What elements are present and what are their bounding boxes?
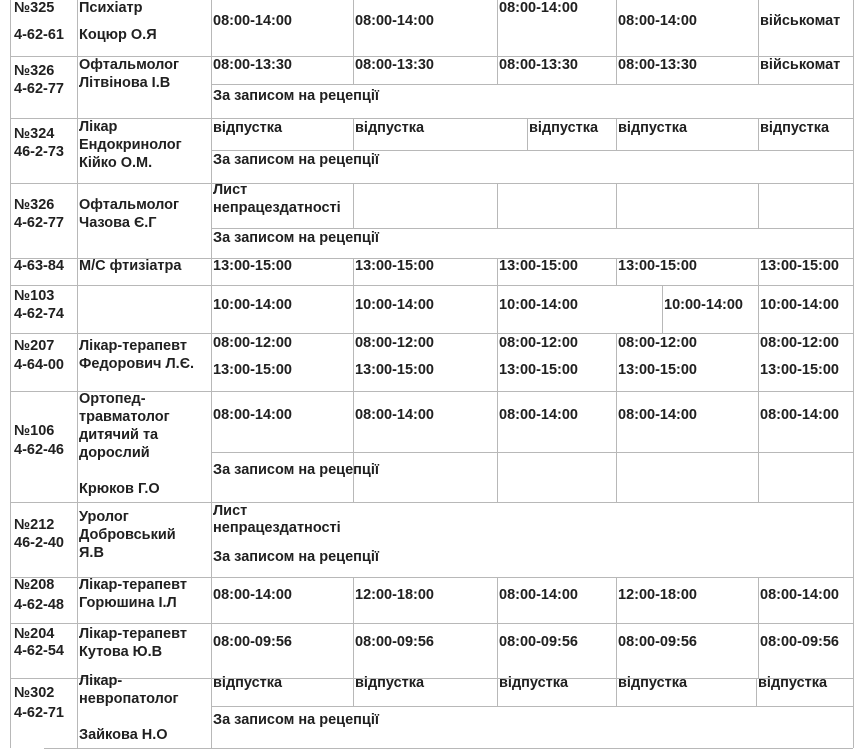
doctor-info: Коцюр О.Я <box>79 27 157 43</box>
schedule-cell: 13:00-15:00 <box>618 362 697 378</box>
room-number: №106 <box>14 423 55 439</box>
schedule-cell: 08:00-14:00 <box>618 407 697 423</box>
table-column-border <box>497 0 498 56</box>
schedule-cell: відпустка <box>499 675 569 691</box>
table-column-border <box>353 623 354 678</box>
schedule-cell: 08:00-09:56 <box>760 634 839 650</box>
table-column-border <box>353 577 354 623</box>
table-row-border <box>10 183 853 184</box>
doctor-info: Зайкова Н.О <box>79 727 168 743</box>
doctor-info: Лікар- <box>79 673 123 689</box>
doctor-info: Добровський <box>79 527 176 543</box>
table-column-border <box>853 0 854 748</box>
table-column-border <box>616 391 617 502</box>
table-column-border <box>616 0 617 56</box>
table-column-border <box>211 0 212 748</box>
table-column-border <box>353 678 354 706</box>
schedule-cell: відпустка <box>213 675 283 691</box>
schedule-cell: 08:00-14:00 <box>499 407 578 423</box>
table-column-border <box>353 333 354 391</box>
table-column-border <box>527 118 528 150</box>
phone-number: 4-62-71 <box>14 705 64 721</box>
schedule-cell: 08:00-09:56 <box>213 634 292 650</box>
schedule-cell: 08:00-12:00 <box>760 335 839 351</box>
table-column-border <box>353 285 354 333</box>
table-column-border <box>758 577 759 623</box>
reception-note: За записом на рецепції <box>213 88 379 104</box>
table-column-border <box>758 258 759 285</box>
doctor-info: М/С фтизіатра <box>79 258 182 274</box>
table-row-border <box>10 333 853 334</box>
phone-number: 4-62-77 <box>14 81 64 97</box>
schedule-cell: 10:00-14:00 <box>355 297 434 313</box>
schedule-cell: 10:00-14:00 <box>664 297 743 313</box>
schedule-cell: 08:00-12:00 <box>355 335 434 351</box>
schedule-cell: відпустка <box>758 675 828 691</box>
schedule-cell: відпустка <box>618 120 688 136</box>
table-column-border <box>758 333 759 391</box>
schedule-cell: 08:00-09:56 <box>355 634 434 650</box>
table-column-border <box>616 118 617 150</box>
schedule-cell: непрацездатності <box>213 200 341 216</box>
table-column-border <box>756 678 757 706</box>
table-row-border <box>10 623 853 624</box>
table-column-border <box>758 623 759 678</box>
room-number: №208 <box>14 577 55 593</box>
doctor-info: Лікар-терапевт <box>79 338 187 354</box>
table-row-border <box>10 678 853 679</box>
doctor-info: невропатолог <box>79 691 179 707</box>
schedule-cell: 13:00-15:00 <box>213 258 292 274</box>
table-column-border <box>353 0 354 56</box>
schedule-cell: 08:00-12:00 <box>213 335 292 351</box>
doctor-info: Крюков Г.О <box>79 481 160 497</box>
phone-number: 46-2-40 <box>14 535 64 551</box>
table-column-border <box>616 258 617 285</box>
schedule-cell: 08:00-13:30 <box>618 57 697 73</box>
room-number: №103 <box>14 288 55 304</box>
table-column-border <box>497 577 498 623</box>
table-column-border <box>497 56 498 84</box>
schedule-cell: 08:00-09:56 <box>618 634 697 650</box>
table-column-border <box>77 0 78 748</box>
reception-note: За записом на рецепції <box>213 230 379 246</box>
table-row-border <box>211 150 853 151</box>
table-column-border <box>758 183 759 228</box>
doctor-info: Лікар <box>79 119 118 135</box>
schedule-cell: 13:00-15:00 <box>213 362 292 378</box>
table-column-border <box>758 56 759 84</box>
phone-number: 4-62-61 <box>14 27 64 43</box>
schedule-cell: 10:00-14:00 <box>213 297 292 313</box>
table-row-border <box>211 452 853 453</box>
table-column-border <box>497 285 498 333</box>
doctor-info: Літвінова І.В <box>79 75 171 91</box>
table-column-border <box>616 577 617 623</box>
schedule-cell: 13:00-15:00 <box>499 258 578 274</box>
doctor-info: Офтальмолог <box>79 197 180 213</box>
doctor-info: Горюшина І.Л <box>79 595 177 611</box>
schedule-cell: 08:00-13:30 <box>355 57 434 73</box>
schedule-cell: 08:00-14:00 <box>213 587 292 603</box>
phone-number: 46-2-73 <box>14 144 64 160</box>
doctor-info: Психіатр <box>79 0 143 16</box>
schedule-cell: 13:00-15:00 <box>760 258 839 274</box>
schedule-cell: непрацездатності <box>213 520 341 536</box>
table-column-border <box>497 391 498 502</box>
table-column-border <box>662 285 663 333</box>
doctor-info: Лікар-терапевт <box>79 626 187 642</box>
phone-number: 4-62-46 <box>14 442 64 458</box>
table-column-border <box>497 183 498 228</box>
reception-note: За записом на рецепції <box>213 549 379 565</box>
schedule-cell: 08:00-14:00 <box>355 13 434 29</box>
doctor-info: дитячий та <box>79 427 159 443</box>
phone-number: 4-63-84 <box>14 258 64 274</box>
table-column-border <box>353 391 354 502</box>
doctor-info: Ортопед- <box>79 391 146 407</box>
schedule-cell: 08:00-13:30 <box>499 57 578 73</box>
schedule-cell: 08:00-14:00 <box>499 587 578 603</box>
table-column-border <box>353 258 354 285</box>
doctor-info: травматолог <box>79 409 170 425</box>
schedule-cell: Лист <box>213 503 248 519</box>
schedule-cell: 08:00-14:00 <box>618 13 697 29</box>
room-number: №325 <box>14 0 55 16</box>
schedule-cell: 08:00-12:00 <box>618 335 697 351</box>
schedule-cell: 10:00-14:00 <box>499 297 578 313</box>
reception-note: За записом на рецепції <box>213 152 379 168</box>
phone-number: 4-62-48 <box>14 597 64 613</box>
schedule-cell: 08:00-14:00 <box>499 0 578 16</box>
schedule-cell: 08:00-12:00 <box>499 335 578 351</box>
schedule-cell: 13:00-15:00 <box>355 258 434 274</box>
schedule-cell: 12:00-18:00 <box>618 587 697 603</box>
schedule-cell: 13:00-15:00 <box>355 362 434 378</box>
doctor-info: Я.В <box>79 545 104 561</box>
schedule-cell: відпустка <box>760 120 830 136</box>
doctor-info: Лікар-терапевт <box>79 577 187 593</box>
schedule-cell: 13:00-15:00 <box>760 362 839 378</box>
table-column-border <box>353 118 354 150</box>
schedule-cell: 13:00-15:00 <box>618 258 697 274</box>
table-row-border <box>211 706 853 707</box>
schedule-cell: відпустка <box>529 120 599 136</box>
schedule-cell: 08:00-14:00 <box>213 13 292 29</box>
room-number: №204 <box>14 626 55 642</box>
table-column-border <box>616 333 617 391</box>
table-column-border <box>616 678 617 706</box>
schedule-cell: відпустка <box>355 120 425 136</box>
phone-number: 4-62-74 <box>14 306 64 322</box>
doctor-info: Кійко О.М. <box>79 155 153 171</box>
schedule-cell: 08:00-09:56 <box>499 634 578 650</box>
reception-note: За записом на рецепції <box>213 462 379 478</box>
room-number: №207 <box>14 338 55 354</box>
doctor-info: Офтальмолог <box>79 57 180 73</box>
doctor-info: Кутова Ю.В <box>79 644 163 660</box>
phone-number: 4-62-77 <box>14 215 64 231</box>
doctor-info: Чазова Є.Г <box>79 215 157 231</box>
doctor-info: Ендокринолог <box>79 137 182 153</box>
table-column-border <box>758 391 759 502</box>
table-column-border <box>616 183 617 228</box>
schedule-cell: Лист <box>213 182 248 198</box>
schedule-cell: 08:00-14:00 <box>760 407 839 423</box>
schedule-cell: 08:00-14:00 <box>355 407 434 423</box>
table-row-border <box>10 285 853 286</box>
table-column-border <box>353 183 354 228</box>
schedule-cell: відпустка <box>618 675 688 691</box>
room-number: №326 <box>14 63 55 79</box>
table-row-border <box>211 84 853 85</box>
schedule-cell: військомат <box>760 13 841 29</box>
table-column-border <box>10 0 11 748</box>
doctor-info: дорослий <box>79 445 150 461</box>
table-column-border <box>497 258 498 285</box>
schedule-cell: 12:00-18:00 <box>355 587 434 603</box>
table-column-border <box>758 118 759 150</box>
phone-number: 4-64-00 <box>14 357 64 373</box>
doctor-info: Уролог <box>79 509 129 525</box>
schedule-cell: відпустка <box>355 675 425 691</box>
schedule-cell: військомат <box>760 57 841 73</box>
room-number: №212 <box>14 517 55 533</box>
table-column-border <box>497 623 498 678</box>
schedule-cell: 13:00-15:00 <box>499 362 578 378</box>
schedule-cell: 08:00-13:30 <box>213 57 292 73</box>
schedule-cell: 08:00-14:00 <box>760 587 839 603</box>
table-column-border <box>497 678 498 706</box>
room-number: №326 <box>14 197 55 213</box>
schedule-cell: відпустка <box>213 120 283 136</box>
table-row-border <box>10 118 853 119</box>
table-column-border <box>616 623 617 678</box>
table-column-border <box>758 0 759 56</box>
schedule-cell: 08:00-14:00 <box>213 407 292 423</box>
table-row-border <box>10 502 853 503</box>
phone-number: 4-62-54 <box>14 643 64 659</box>
room-number: №324 <box>14 126 55 142</box>
table-column-border <box>497 333 498 391</box>
schedule-cell: 10:00-14:00 <box>760 297 839 313</box>
doctor-info: Федорович Л.Є. <box>79 356 195 372</box>
room-number: №302 <box>14 685 55 701</box>
table-column-border <box>616 56 617 84</box>
table-column-border <box>758 285 759 333</box>
reception-note: За записом на рецепції <box>213 712 379 728</box>
table-row-border <box>211 228 853 229</box>
table-column-border <box>353 56 354 84</box>
